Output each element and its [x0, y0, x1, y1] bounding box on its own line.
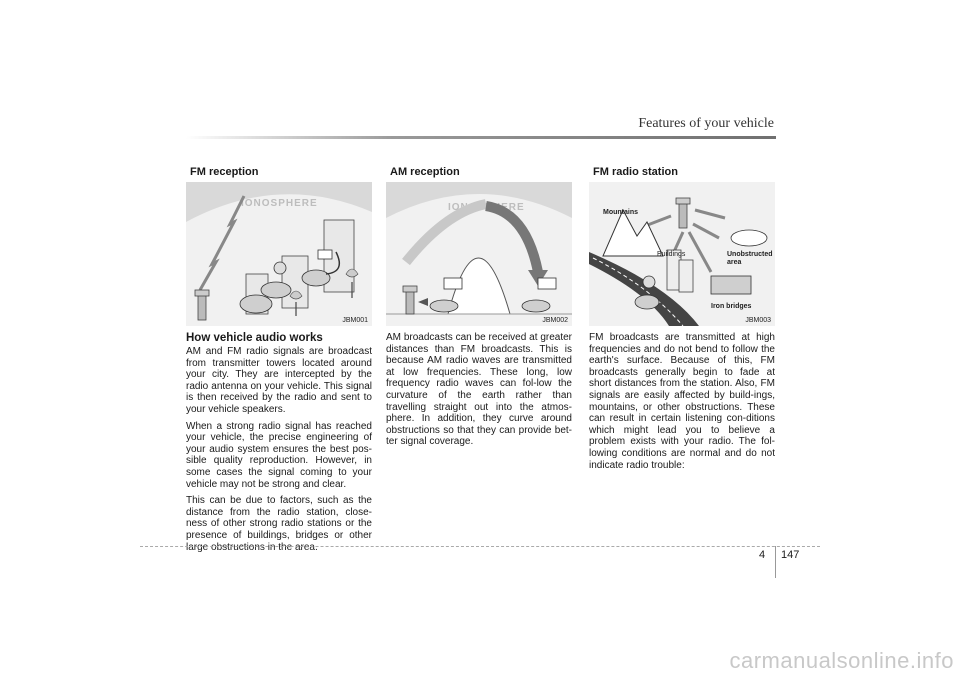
- figure-title: FM reception: [190, 166, 259, 178]
- fm-radio-station-illustration: [589, 182, 775, 326]
- paragraph: AM and FM radio signals are broadcast from transmitter towers located around your city. They are intercepted by the radio antenna on your vehicle. This signal is then received by the radio and sent to your vehicle speakers.: [186, 346, 372, 415]
- section-heading: How vehicle audio works: [186, 332, 323, 344]
- ionosphere-label: IONOSPHERE: [241, 198, 318, 209]
- figure-title: FM radio station: [593, 166, 678, 178]
- mountains-label: Mountains: [603, 209, 638, 216]
- header-rule: [186, 136, 776, 139]
- figure-code: JBM001: [342, 317, 368, 324]
- page-header-title: Features of your vehicle: [638, 116, 774, 131]
- watermark: carmanualsonline.info: [729, 648, 954, 673]
- paragraph: This can be due to factors, such as the distance from the radio station, close-ness of other strong radio stations or the presence of buildings, bridges or other large obstructions in the area.: [186, 495, 372, 553]
- fm-reception-illustration: [186, 182, 372, 326]
- footer-rule: [140, 546, 820, 547]
- figure-am-reception: [386, 182, 572, 326]
- am-reception-illustration: [386, 182, 572, 326]
- iron-bridges-label: Iron bridges: [711, 303, 752, 310]
- buildings-label: Buildings: [657, 251, 686, 258]
- figure-fm-reception: [186, 182, 372, 326]
- unobstructed-label: Unobstructed: [727, 251, 773, 258]
- figure-code: JBM002: [542, 317, 568, 324]
- figure-fm-radio-station: [589, 182, 775, 326]
- figure-code: JBM003: [745, 317, 771, 324]
- paragraph: When a strong radio signal has reached your vehicle, the precise engineering of your audio system ensures the best pos-sible quality reproduction. However, in some cases the signal coming to your vehicle may not be strong and clear.: [186, 420, 372, 490]
- column-fm-radio-station: [589, 166, 775, 476]
- paragraph: FM broadcasts are transmitted at high frequencies and do not bend to follow the earth's surface. Because of this, FM broadcasts generally begin to fade at short distances from the station. Also, FM signals are easily affected by build-ings, mountains, or other obstructions. These can result in certain listening con-ditions which might lead you to believe a problem exists with your radio. The fol-lowing conditions are normal and do not indicate radio trouble:: [589, 332, 775, 471]
- chapter-number: 4: [759, 549, 766, 561]
- paragraph: AM broadcasts can be received at greater distances than FM broadcasts. This is because AM radio waves are transmitted at low frequencies. These long, low frequency radio waves can fol-low the curvature of the earth rather than travelling straight out into the atmos-phere. In addition, they curve around obstructions so that they can provide bet-ter signal coverage.: [386, 332, 572, 448]
- figure-title: AM reception: [390, 166, 460, 178]
- area-label: area: [727, 259, 742, 266]
- page-number: 147: [781, 549, 800, 561]
- ionosphere-label: IONOSPHERE: [448, 202, 525, 213]
- column-fm-reception: [186, 166, 372, 558]
- page-number-divider: [775, 546, 776, 578]
- column-am-reception: [386, 166, 572, 453]
